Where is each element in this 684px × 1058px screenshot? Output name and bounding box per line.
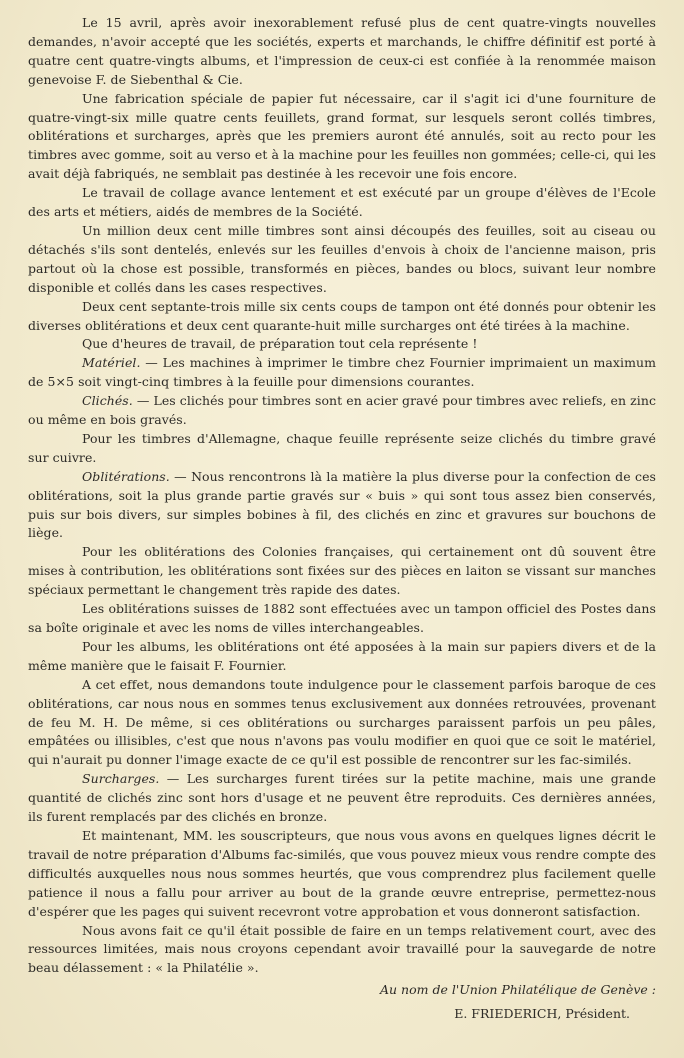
paragraph-text: Deux cent septante-trois mille six cents coups de tampon ont été donnés pour obtenir les diverses oblitérations et deux cent quarante-huit mille surcharges ont été tirées à la machine. — [28, 298, 656, 333]
paragraph-text: Une fabrication spéciale de papier fut nécessaire, car il s'agit ici d'une fourniture de quatre-vingt-six mille quatre cents feuillets, grand format, sur lesquels seront collés timbres, oblitérations et surcharges, après que les premiers auront été annulés, soit au recto pour les timbres avec gomme, soit au verso et à la machine pour les feuilles non gommées; celle-ci, qui les avait déjà fabriqués, ne semblait pas destinée à les recevoir une fois encore. — [28, 90, 656, 182]
paragraph — [28, 600, 656, 638]
paragraph — [28, 392, 656, 430]
signature-block — [28, 980, 656, 1023]
paragraph-text: — Les machines à imprimer le timbre chez Fournier imprimaient un maximum de 5×5 soit vingt-cinq timbres à la feuille pour dimensions courantes. — [28, 355, 656, 390]
signature-line: Au nom de l'Union Philatélique de Genève : — [380, 982, 656, 998]
paragraph-text: — Les clichés pour timbres sont en acier gravé pour timbres avec reliefs, en zinc ou même en bois gravés. — [28, 393, 656, 428]
paragraph-text: A cet effet, nous demandons toute indulgence pour le classement parfois baroque de ces oblitérations, car nous nous en sommes tenus exclusivement aux données retrouvées, provenant de feu M. H. De même, si ces oblitérations ou surcharges paraissent parfois un peu pâles, empâtées ou illisibles, c'est que nous n'avons pas voulu modifier en quoi que ce soit le matériel, qui n'aurait pu donner l'image exacte de ce qu'il est possible de rencontrer sur les fac-similés. — [28, 676, 656, 768]
paragraph-text: Nous avons fait ce qu'il était possible de faire en un temps relativement court, avec des ressources limitées, mais nous croyons cependant avoir travaillé pour la sauvegarde de notre beau délassement : « la Philatélie ». — [28, 922, 656, 976]
paragraph — [28, 14, 656, 90]
paragraph-text: Les oblitérations suisses de 1882 sont effectuées avec un tampon officiel des Postes dans sa boîte originale et avec les noms de villes interchangeables. — [28, 601, 656, 635]
paragraph — [28, 90, 656, 185]
paragraph — [28, 922, 656, 979]
paragraph — [28, 354, 656, 392]
paragraph-text: Le 15 avril, après avoir inexorablement refusé plus de cent quatre-vingts nouvelles demandes, n'avoir accepté que les sociétés, experts et marchands, le chiffre définitif est porté à quatre cent quatre-vingts albums, et l'impression de ceux-ci est confiée à la renommée maison genevoise F. de Siebenthal & Cie. — [28, 15, 656, 87]
paragraph — [28, 298, 656, 336]
paragraph-heading: Matériel. — [82, 355, 141, 371]
paragraph — [28, 827, 656, 922]
paragraph-text: Un million deux cent mille timbres sont ainsi découpés des feuilles, soit au ciseau ou détachés s'ils sont dentelés, enlevés sur les feuilles d'envois à choix de l'ancienne maison, pris partout où la chose est possible, transformés en pièces, bandes ou blocs, suivant leur nombre disponible et collés dans les cases respectives. — [28, 222, 656, 295]
paragraph — [28, 770, 656, 827]
paragraph-heading: Oblitérations. — [82, 468, 170, 484]
paragraph — [28, 468, 656, 544]
paragraph-text: — Les surcharges furent tirées sur la petite machine, mais une grande quantité de clichés zinc sont hors d'usage et ne peuvent être reproduits. Ces dernières années, ils furent remplacés par des clichés en bronze. — [28, 771, 656, 825]
paragraph-text: Que d'heures de travail, de préparation tout cela représente ! — [82, 336, 478, 352]
paragraph — [28, 430, 656, 468]
paragraph-text: Et maintenant, MM. les souscripteurs, que nous vous avons en quelques lignes décrit le travail de notre préparation d'Albums fac-similés, que vous pouvez mieux vous rendre compte des difficultés auxquelles nous nous sommes heurtés, que vous comprendrez plus facilement quelle patience il nous a fallu pour arriver au bout de la grande œuvre entreprise, permettez-nous d'espérer que les pages qui suivent recevront votre approbation et vous donneront satisfaction. — [28, 827, 656, 919]
paragraph — [28, 638, 656, 676]
paragraph-text: Pour les timbres d'Allemagne, chaque feuille représente seize clichés du timbre gravé sur cuivre. — [28, 430, 656, 465]
signatory-name: E. FRIEDERICH, Président. — [454, 1006, 630, 1022]
paragraph — [28, 222, 656, 298]
paragraph-text: — Nous rencontrons là la matière la plus diverse pour la confection de ces oblitérations, soit la plus grande partie gravés sur « buis » qui sont tous assez bien conservés, puis sur bois divers, sur simples bobines à fil, des clichés en zinc et gravures sur bouchons de liège. — [28, 468, 656, 541]
paragraph — [28, 676, 656, 771]
paragraph-text: Le travail de collage avance lentement et est exécuté par un groupe d'élèves de l'Ecole des arts et métiers, aidés de membres de la Société. — [28, 185, 656, 220]
paragraph — [28, 335, 656, 354]
paragraph — [28, 184, 656, 222]
paragraph-text: Pour les oblitérations des Colonies françaises, qui certainement ont dû souvent être mises à contribution, les oblitérations sont fixées sur des pièces en laiton se vissant sur manches spéciaux permettant le changement très rapide des dates. — [28, 544, 656, 598]
article-body — [28, 14, 656, 978]
paragraph — [28, 543, 656, 600]
paragraph-text: Pour les albums, les oblitérations ont été apposées à la main sur papiers divers et de la même manière que le faisait F. Fournier. — [28, 638, 656, 673]
paragraph-heading: Clichés. — [82, 393, 133, 409]
paragraph-heading: Surcharges. — [82, 771, 160, 787]
